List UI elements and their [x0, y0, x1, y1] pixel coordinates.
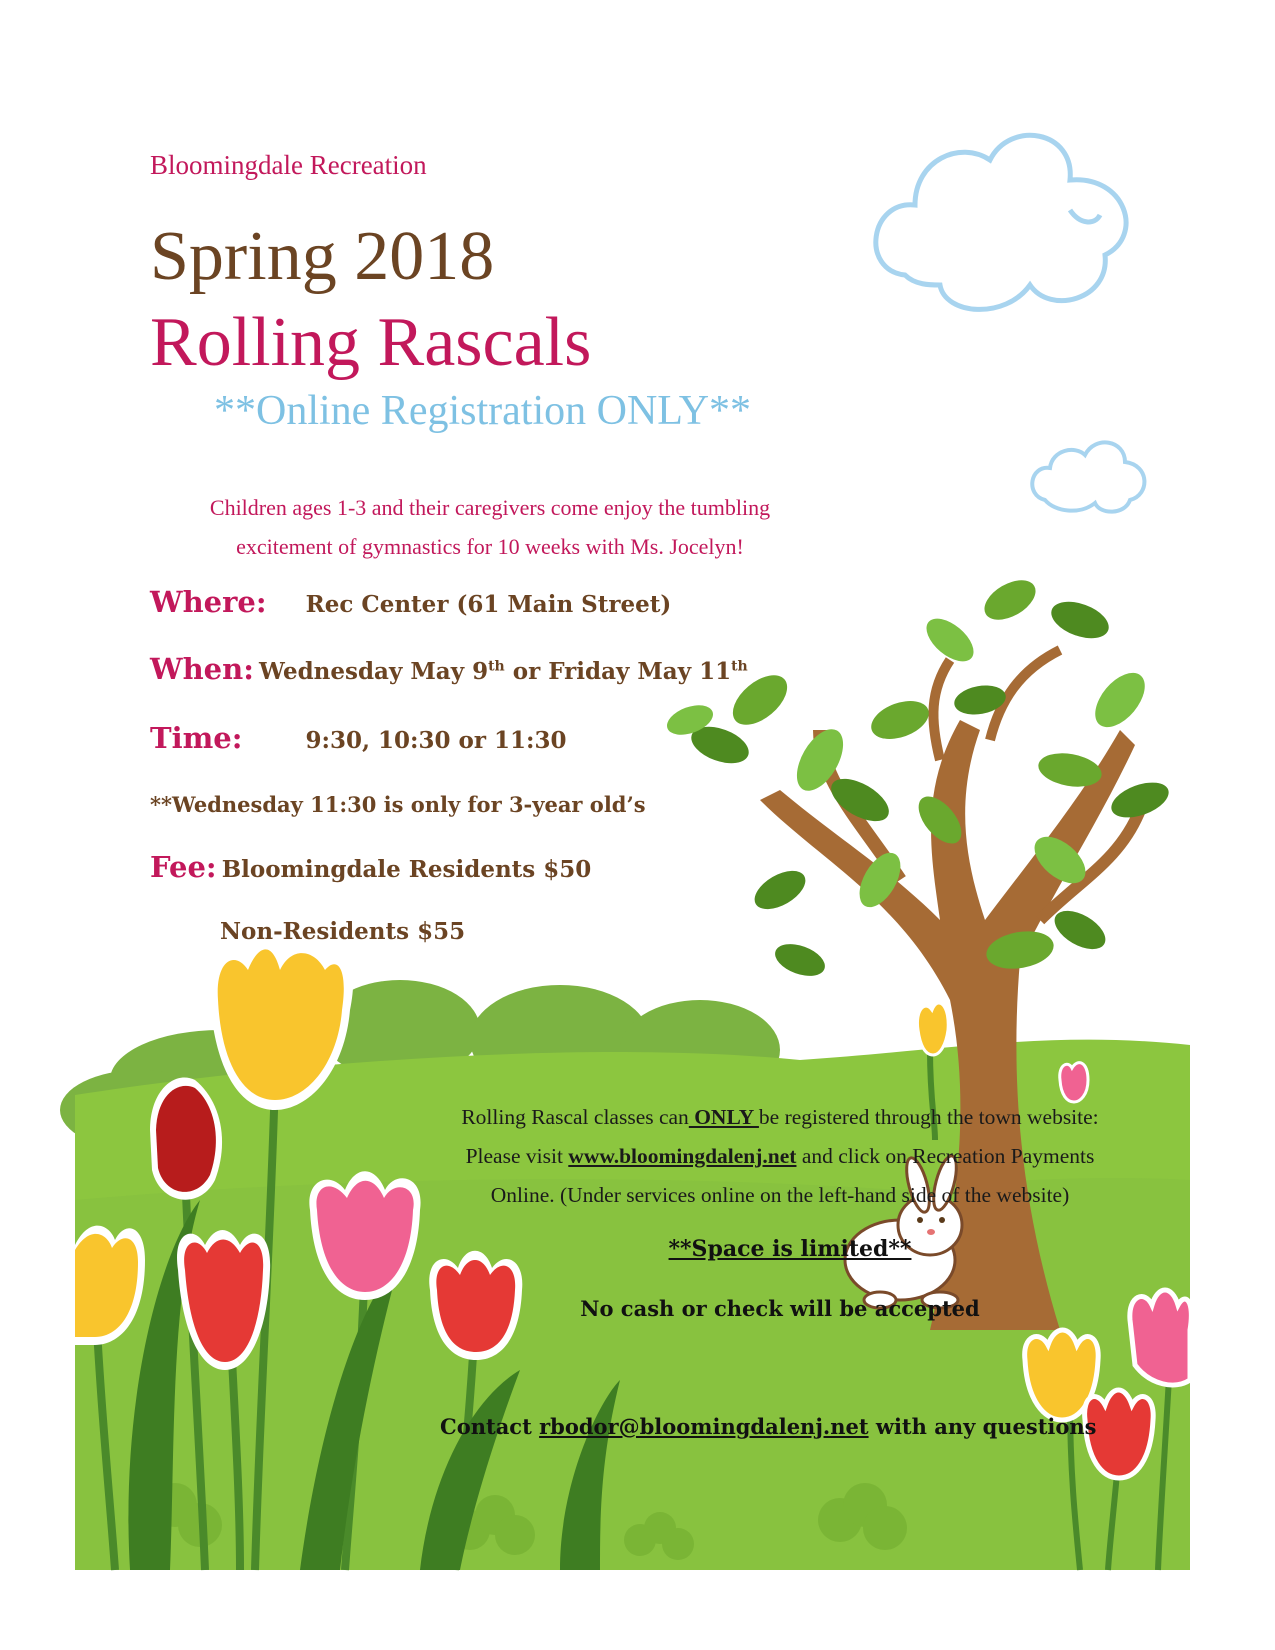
website-link[interactable]: www.bloomingdalenj.net	[568, 1144, 797, 1168]
only-emphasis: ONLY	[688, 1105, 759, 1129]
registration-line-2-post: and click on Recreation Payments	[796, 1144, 1095, 1168]
when-row	[150, 652, 748, 686]
fee-residents: Bloomingdale Residents $50	[221, 856, 592, 883]
when-label: When:	[150, 652, 254, 686]
title-season: Spring 2018	[150, 218, 495, 295]
registration-line-1-pre: Rolling Rascal classes can	[461, 1105, 689, 1129]
cloud-small-icon	[1032, 442, 1144, 511]
online-registration-banner: **Online Registration ONLY**	[214, 388, 752, 434]
registration-line-2	[370, 1137, 1190, 1176]
contact-pre: Contact	[440, 1414, 540, 1439]
cloud-large-icon	[876, 135, 1126, 309]
registration-line-1-post: be registered through the town website:	[758, 1105, 1099, 1129]
where-row	[150, 585, 671, 619]
tulip-small-pink-icon	[1060, 1063, 1088, 1102]
no-cash-notice: No cash or check will be accepted	[580, 1296, 980, 1321]
registration-line-1	[370, 1098, 1190, 1137]
organization-name: Bloomingdale Recreation	[150, 150, 427, 180]
tulip-small-yellow-icon	[917, 1003, 948, 1055]
contact-email-link[interactable]: rbodor@bloomingdalenj.net	[539, 1414, 869, 1439]
contact-post: with any questions	[868, 1414, 1097, 1439]
when-date-2: or Friday May 11	[504, 658, 732, 685]
where-value: Rec Center (61 Main Street)	[305, 591, 672, 618]
fee-row	[150, 850, 591, 884]
time-row	[150, 721, 567, 755]
intro-line-1: Children ages 1-3 and their caregivers come enjoy the tumbling	[209, 495, 771, 520]
title-program: Rolling Rascals	[150, 304, 592, 381]
space-limited-notice: **Space is limited**	[668, 1236, 912, 1262]
when-date-1: Wednesday May 9	[259, 658, 489, 685]
registration-line-2-pre: Please visit	[465, 1144, 569, 1168]
when-date-1-suffix: th	[488, 658, 505, 675]
time-label: Time:	[150, 721, 243, 755]
registration-info	[370, 1098, 1190, 1215]
fee-nonresidents: Non-Residents $55	[220, 918, 466, 945]
intro-line-2: excitement of gymnastics for 10 weeks with Ms. Jocelyn!	[236, 534, 744, 559]
when-value	[259, 658, 748, 685]
where-label: Where:	[150, 585, 267, 619]
time-value: 9:30, 10:30 or 11:30	[305, 727, 567, 754]
fee-label: Fee:	[150, 850, 217, 884]
intro-text	[140, 488, 840, 566]
registration-line-3: Online. (Under services online on the left-hand side of the website)	[490, 1183, 1070, 1207]
contact-line	[440, 1414, 1140, 1439]
wednesday-note: **Wednesday 11:30 is only for 3-year old’s	[150, 792, 646, 817]
when-date-2-suffix: th	[731, 658, 748, 675]
tulip-right-pink-icon	[1130, 1290, 1192, 1385]
